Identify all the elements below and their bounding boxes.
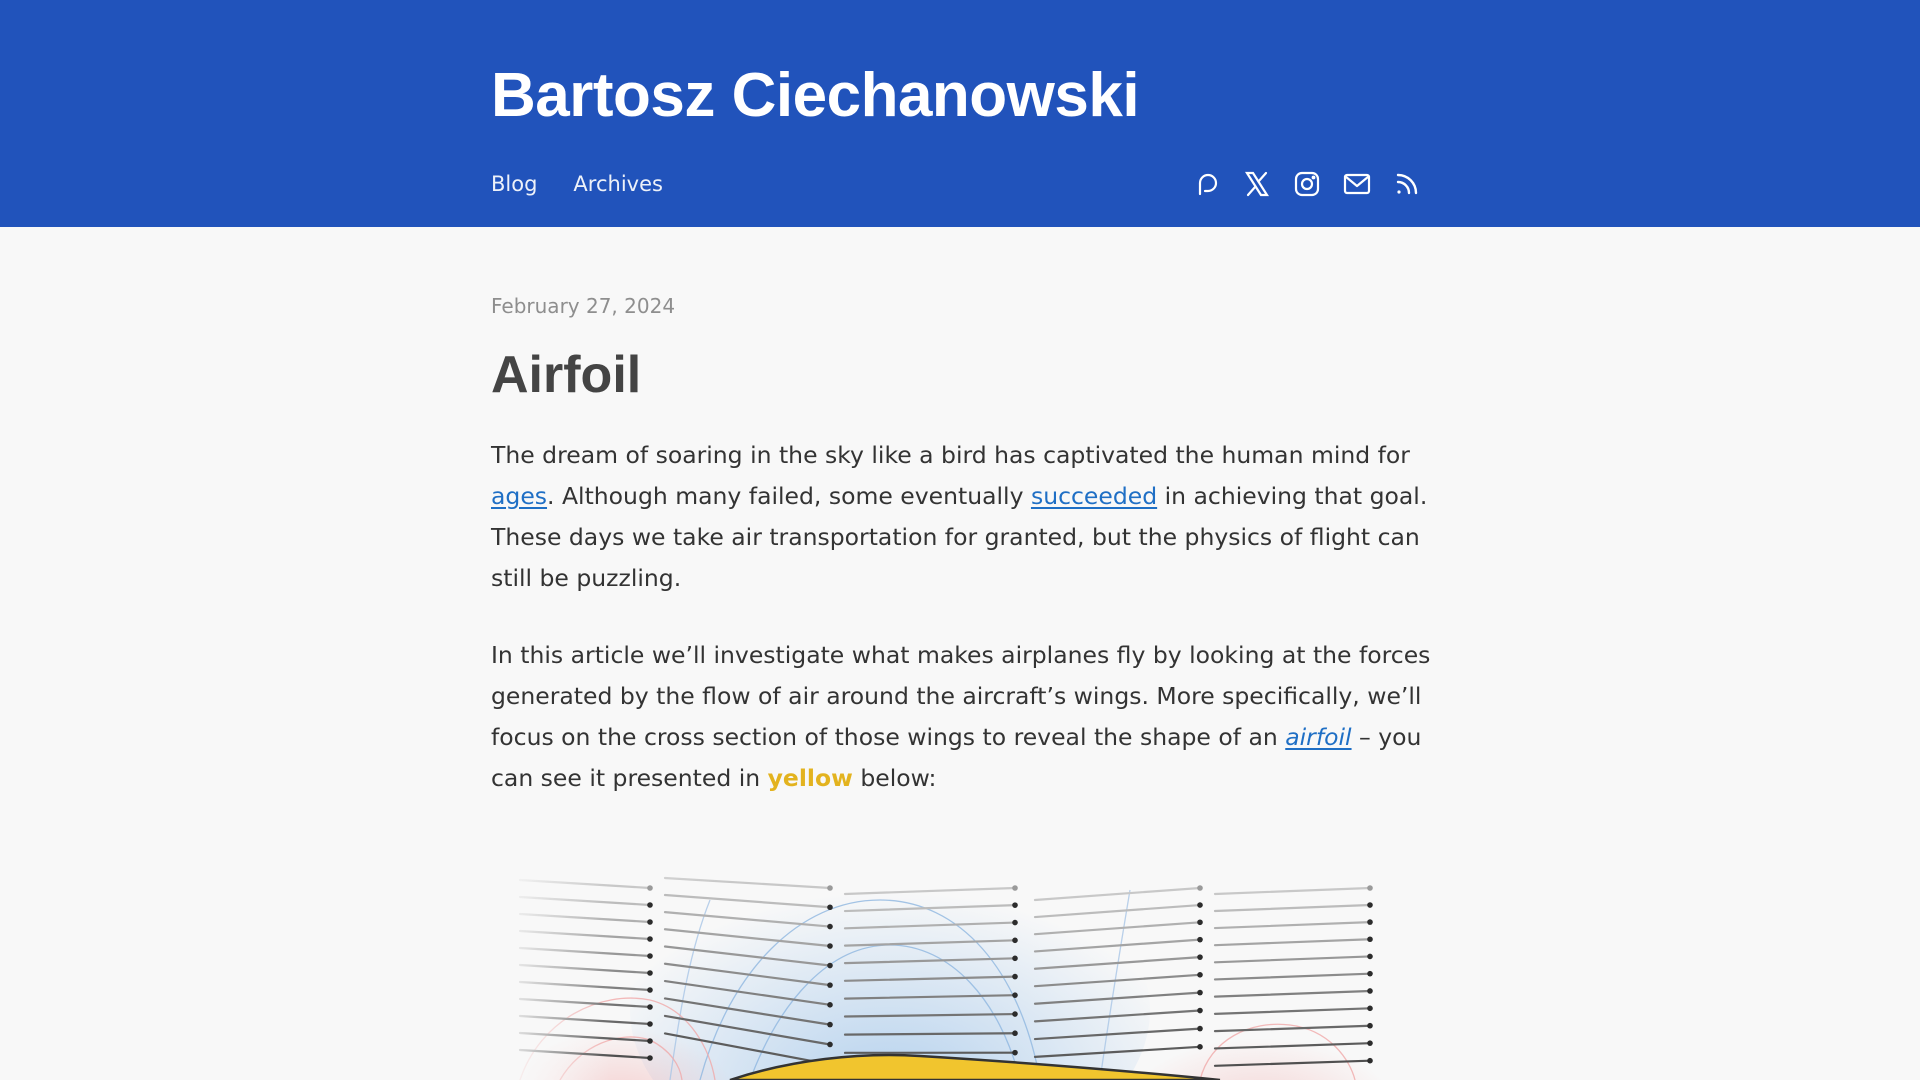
streak-endpoint — [827, 885, 833, 891]
streak-endpoint — [827, 904, 833, 910]
streak-endpoint — [1367, 902, 1373, 908]
streak-endpoint — [1367, 1058, 1373, 1064]
streak-endpoint — [1012, 1030, 1018, 1036]
streak-endpoint — [1197, 972, 1203, 978]
p1-line4: still be puzzling. — [491, 564, 682, 592]
flow-streak — [1215, 939, 1370, 945]
streak-endpoint — [827, 982, 833, 988]
streak-endpoint — [647, 919, 653, 925]
post-date: February 27, 2024 — [491, 294, 676, 318]
p2-line3-start: focus on the cross section of those wings to reveal the shape of an — [491, 723, 1286, 751]
streak-endpoint — [647, 970, 653, 976]
streak-endpoint — [1012, 885, 1018, 891]
flow-streak — [1215, 922, 1370, 928]
p2-line3-end: – you — [1351, 723, 1422, 751]
streak-endpoint — [1367, 971, 1373, 977]
streak-endpoint — [1012, 974, 1018, 980]
nav-blog[interactable]: Blog — [491, 172, 538, 196]
p2-line2: generated by the flow of air around the aircraft’s wings. More specifically, we’ll — [491, 682, 1422, 710]
streak-endpoint — [647, 885, 653, 891]
second-paragraph — [491, 635, 1431, 799]
streak-endpoint — [1197, 902, 1203, 908]
nav-archives[interactable]: Archives — [573, 172, 663, 196]
p1-line2-end: in achieving that goal. — [1157, 482, 1428, 510]
flow-streak — [1215, 956, 1370, 962]
streak-endpoint — [827, 943, 833, 949]
streak-endpoint — [827, 1002, 833, 1008]
rss-icon[interactable] — [1392, 169, 1422, 199]
intro-paragraph — [491, 435, 1428, 599]
instagram-icon[interactable] — [1292, 169, 1322, 199]
streak-endpoint — [1197, 990, 1203, 996]
p2-line1: In this article we’ll investigate what makes airplanes fly by looking at the forces — [491, 641, 1431, 669]
site-header — [0, 0, 1920, 227]
streak-endpoint — [1367, 936, 1373, 942]
streak-endpoint — [1367, 919, 1373, 925]
streak-endpoint — [1012, 1011, 1018, 1017]
streak-endpoint — [647, 902, 653, 908]
yellow-highlight: yellow — [767, 764, 853, 792]
streak-endpoint — [647, 953, 653, 959]
streak-endpoint — [1012, 937, 1018, 943]
streak-endpoint — [647, 936, 653, 942]
x-icon[interactable] — [1242, 169, 1272, 199]
flow-streak — [845, 1033, 1015, 1034]
streak-endpoint — [1197, 885, 1203, 891]
streak-endpoint — [647, 1055, 653, 1061]
streak-endpoint — [1367, 1040, 1373, 1046]
streak-endpoint — [1197, 919, 1203, 925]
streak-endpoint — [827, 1022, 833, 1028]
streak-endpoint — [1197, 937, 1203, 943]
link-ages[interactable]: ages — [491, 482, 548, 510]
social-icons — [1192, 169, 1422, 199]
airfoil-flow-svg[interactable] — [500, 860, 1400, 1080]
streak-endpoint — [1012, 956, 1018, 962]
flow-streak — [1215, 974, 1370, 980]
streak-endpoint — [1197, 1008, 1203, 1014]
streak-endpoint — [827, 924, 833, 930]
link-airfoil[interactable]: airfoil — [1285, 723, 1352, 751]
p2-line4-end: below: — [852, 764, 937, 792]
streak-endpoint — [647, 1038, 653, 1044]
streak-endpoint — [1012, 920, 1018, 926]
p1-line2 — [491, 476, 1428, 517]
streak-endpoint — [1012, 1050, 1018, 1056]
streak-endpoint — [1197, 1044, 1203, 1050]
mail-icon[interactable] — [1342, 169, 1372, 199]
streak-endpoint — [647, 987, 653, 993]
streak-endpoint — [1197, 1026, 1203, 1032]
p1-line2-mid: . Although many failed, some eventually — [547, 482, 1031, 510]
main-nav — [491, 168, 663, 200]
p2-line3 — [491, 717, 1421, 758]
p1-line1: The dream of soaring in the sky like a bird has captivated the human mind for — [491, 441, 1410, 469]
streak-endpoint — [1197, 954, 1203, 960]
streak-endpoint — [1367, 1023, 1373, 1029]
flow-streak — [1215, 905, 1370, 911]
streak-endpoint — [647, 1021, 653, 1027]
streak-endpoint — [1367, 885, 1373, 891]
streak-endpoint — [1012, 992, 1018, 998]
streak-endpoint — [1367, 988, 1373, 994]
streak-endpoint — [647, 1004, 653, 1010]
fade-top — [500, 860, 1400, 882]
patreon-icon[interactable] — [1192, 169, 1222, 199]
p2-line4-start: can see it presented in — [491, 764, 768, 792]
flow-streak — [1215, 888, 1370, 894]
site-title[interactable]: Bartosz Ciechanowski — [491, 61, 1140, 130]
p2-line4 — [491, 758, 1421, 799]
streak-endpoint — [827, 1042, 833, 1048]
post-title: Airfoil — [491, 346, 642, 404]
streak-endpoint — [1012, 902, 1018, 908]
streak-endpoint — [1367, 954, 1373, 960]
streak-endpoint — [827, 963, 833, 969]
streak-endpoint — [1367, 1006, 1373, 1012]
p1-line3: These days we take air transportation for granted, but the physics of flight can — [491, 523, 1420, 551]
link-succeeded[interactable]: succeeded — [1030, 482, 1158, 510]
airfoil-flow-figure[interactable] — [500, 860, 1400, 1080]
fade-left — [500, 860, 610, 1080]
high-pressure-region-right — [1120, 990, 1400, 1080]
